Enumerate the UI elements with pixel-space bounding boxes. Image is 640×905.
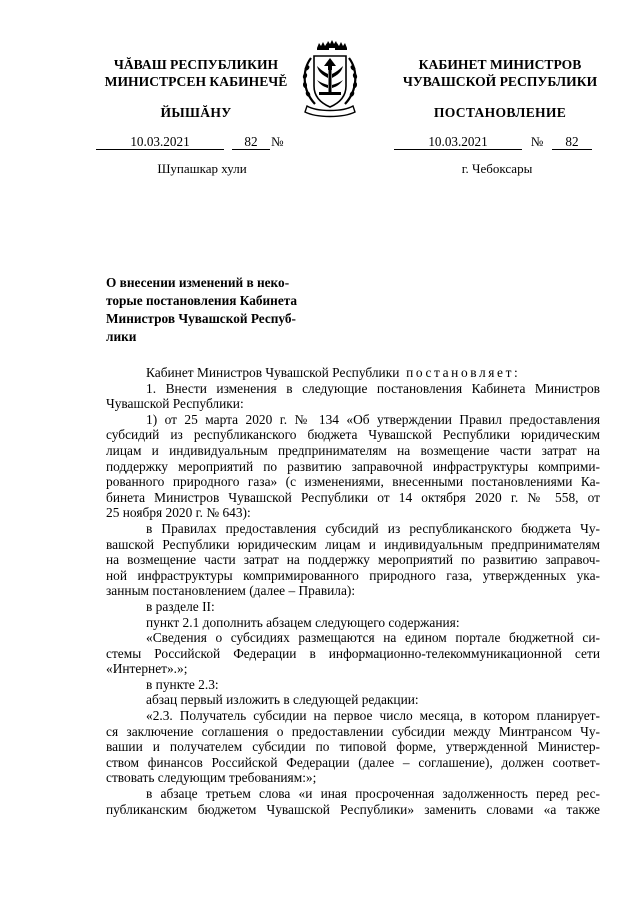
doc-number-value-right: 82 [552, 135, 592, 150]
body-line: в абзаце третьем слова «и иная просроченная задолженность перед рес- [146, 786, 600, 802]
coat-of-arms-icon [297, 40, 363, 120]
body-line: субсидий из республиканского бюджета Чувашской Республики юридическим [106, 427, 600, 443]
doc-date-right: 10.03.2021 [394, 135, 522, 150]
subject-line: Министров Чувашской Респуб- [106, 311, 296, 326]
doc-number-right [394, 134, 599, 150]
body-line: лицам и индивидуальным предпринимателям на возмещение части затрат на [106, 442, 600, 458]
header-right [375, 56, 625, 121]
header-left [71, 56, 321, 121]
header-right-doc-type: ПОСТАНОВЛЕНИЕ [433, 105, 567, 120]
header-right-line1: КАБИНЕТ МИНИСТРОВ [418, 57, 582, 72]
body-line: рованного природного газа» (с изменениями, внесенными постановлениями Ка- [106, 474, 600, 490]
body-line: занным постановлением (далее – Правила): [106, 583, 356, 599]
preamble-verb: постановляет: [406, 365, 521, 380]
city-left: Шупашкар хули [157, 161, 247, 176]
body-line: «Интернет».»; [106, 661, 188, 677]
body-line: ся заключение соглашения о предоставлении субсидии между Минтрансом Чу- [106, 723, 600, 739]
body-line: вашской Республики юридическим лицам и индивидуальным предпринимателям [106, 536, 600, 552]
preamble [106, 365, 600, 381]
body-line: 25 ноября 2020 г. № 643): [106, 505, 251, 521]
body-line: ствовать следующим требованиям:»; [106, 770, 317, 786]
body-line: 1) от 25 марта 2020 г. № 134 «Об утверждении Правил предоставления [146, 411, 600, 427]
subject-line: О внесении изменений в неко- [106, 275, 290, 290]
city-right: г. Чебоксары [461, 161, 533, 176]
body-line: ством финансов Российской Федерации (далее – соглашение), должен соответ- [106, 754, 600, 770]
body-line: поддержку мероприятий по развитию заправочной инфраструктуры комприми- [106, 458, 600, 474]
body-line: «2.3. Получатель субсидии на первое число месяца, в котором планирует- [146, 708, 600, 724]
body-line: в разделе II: [146, 598, 215, 614]
body-line: ной инфраструктуры компримированного природного газа, утвержденных ука- [106, 567, 600, 583]
number-sign-left: № [271, 134, 284, 149]
body-line: пункт 2.1 дополнить абзацем следующего содержания: [146, 614, 460, 630]
header-left-doc-type: ЙЫШĂНУ [160, 105, 232, 120]
body-line: «Сведения о субсидиях размещаются на едином портале бюджетной си- [146, 630, 600, 646]
body-line: Чувашской Республики: [106, 396, 244, 412]
body-line: 1. Внести изменения в следующие постановления Кабинета Министров [146, 380, 600, 396]
preamble-text: Кабинет Министров Чувашской Республики [146, 365, 400, 380]
body-line: абзац первый изложить в следующей редакции: [146, 692, 419, 708]
body-line: стемы Российской Федерации в информационно-телекоммуникационной сети [106, 645, 600, 661]
body-line: в Правилах предоставления субсидий из республиканского бюджета Чу- [146, 520, 600, 536]
doc-number-value-left: 82 [232, 135, 270, 150]
document-body [106, 365, 600, 817]
document-subject [106, 274, 320, 346]
header-left-line1: ЧĂВАШ РЕСПУБЛИКИН [113, 57, 279, 72]
body-line: публиканским бюджетом Чувашской Республики» заменить словами «а также [106, 801, 600, 817]
body-line: вашии и получателем субсидии по типовой форме, утвержденной Министер- [106, 739, 600, 755]
doc-date-left: 10.03.2021 [96, 135, 224, 150]
doc-number-left [96, 134, 310, 150]
body-line: в пункте 2.3: [146, 676, 219, 692]
header-left-line2: МИНИСТРСЕН КАБИНЕЧĚ [104, 74, 288, 89]
subject-line: торые постановления Кабинета [106, 293, 298, 308]
header-right-line2: ЧУВАШСКОЙ РЕСПУБЛИКИ [402, 74, 598, 89]
number-sign-right: № [530, 134, 544, 149]
subject-line: лики [106, 329, 137, 344]
body-line: на возмещение части затрат на поддержку мероприятий по развитию заправоч- [106, 552, 600, 568]
body-line: бинета Министров Чувашской Республики от 14 октября 2020 г. № 558, от [106, 489, 600, 505]
